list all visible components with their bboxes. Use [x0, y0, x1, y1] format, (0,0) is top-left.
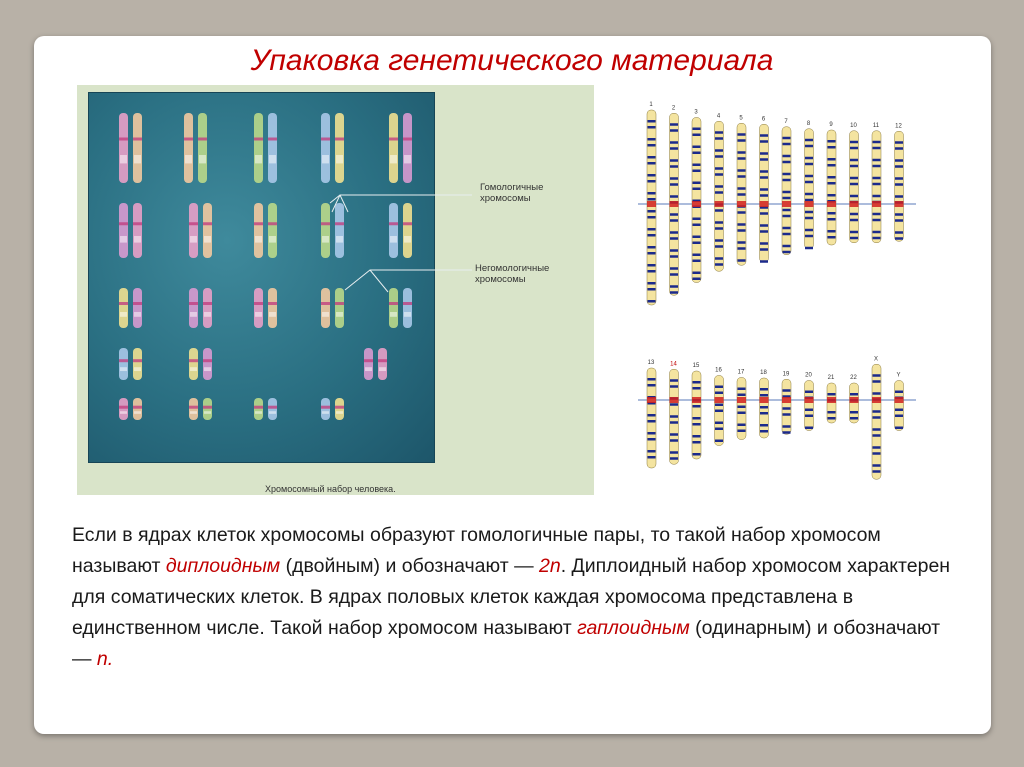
chromosome: [119, 348, 128, 380]
chromosome-number: 7: [784, 118, 788, 125]
chromosome-number: 4: [716, 113, 721, 120]
idiogram-chromosome: [805, 381, 814, 431]
idiogram: [633, 88, 921, 493]
idiogram-chromosome: [760, 124, 769, 263]
term-2n: 2n: [539, 555, 561, 577]
term-n: n.: [96, 648, 114, 670]
chromosome-number: 9: [829, 122, 833, 128]
chromosome-number: 10: [850, 122, 857, 129]
chromosome: [335, 398, 344, 420]
idiogram-chromosome: [872, 364, 881, 479]
chromosome: [268, 288, 277, 328]
chromosome-number: 5: [739, 115, 743, 122]
label-pointers: [300, 170, 480, 310]
body-text-part4: (одинарным) и обозначают —: [72, 617, 941, 670]
idiogram-chromosome: [647, 110, 656, 305]
idiogram-chromosome: [692, 118, 701, 283]
idiogram-chromosome: [715, 121, 724, 271]
chromosome: [133, 288, 142, 328]
nonhomologous-label-line1: Негомологичные: [475, 263, 550, 274]
chromosome-number: 15: [692, 363, 700, 369]
idiogram-chromosome: [670, 369, 679, 464]
chromosome: [119, 203, 128, 258]
idiogram-svg: [633, 88, 921, 493]
chromosome: [198, 113, 207, 183]
idiogram-chromosome: [670, 113, 679, 295]
chromosome-number: X: [873, 356, 879, 363]
idiogram-chromosome: [737, 378, 746, 440]
chromosome: [203, 203, 212, 258]
idiogram-chromosome: [715, 376, 724, 446]
idiogram-chromosome: [760, 378, 769, 438]
figure-caption: Хромосомный набор человека.: [265, 484, 396, 494]
idiogram-chromosome: [850, 131, 859, 243]
chromosome: [203, 288, 212, 328]
idiogram-chromosome: [872, 131, 881, 243]
chromosome: [254, 398, 263, 420]
chromosome-number: Y: [896, 372, 901, 379]
idiogram-chromosome: [647, 368, 656, 468]
homologous-label: [480, 182, 543, 204]
idiogram-chromosome: [850, 383, 859, 423]
chromosome-number: 12: [895, 123, 902, 130]
chromosome: [203, 348, 212, 380]
idiogram-chromosome: [737, 123, 746, 265]
idiogram-chromosome: [827, 383, 836, 423]
chromosome: [119, 288, 128, 328]
idiogram-chromosome: [805, 129, 814, 250]
idiogram-chromosome: [827, 130, 836, 245]
chromosome-number: 16: [715, 367, 722, 374]
chromosome-number: 20: [805, 372, 812, 379]
chromosome-number: 2: [671, 105, 676, 112]
chromosome-number: 14: [670, 361, 677, 368]
chromosome: [321, 398, 330, 420]
chromosome-number: 11: [872, 122, 880, 129]
chromosome-number: 19: [782, 371, 790, 378]
chromosome: [254, 113, 263, 183]
idiogram-chromosome: [692, 371, 701, 459]
chromosome-number: 17: [737, 369, 745, 376]
chromosome-number: 8: [806, 120, 811, 127]
term-haploid: гаплоидным: [577, 617, 690, 639]
idiogram-chromosome: [895, 381, 904, 431]
chromosome-number: 21: [827, 375, 835, 381]
chromosome: [189, 203, 198, 258]
term-diploid: диплоидным: [165, 555, 281, 577]
chromosome: [203, 398, 212, 420]
chromosome-number: 18: [760, 370, 767, 376]
chromosome-number: 6: [761, 116, 766, 123]
homologous-label-line1: Гомологичные: [480, 182, 544, 193]
chromosome: [133, 348, 142, 380]
idiogram-chromosome: [782, 127, 791, 255]
body-text-part3: . Диплоидный набор хромосом характерен для соматических клеток. В ядрах половых клеток каждая хромосома представлена в единственном числе. Такой набор хромосом называют: [72, 555, 951, 639]
chromosome: [189, 288, 198, 328]
chromosome: [133, 398, 142, 420]
chromosome-number: 13: [647, 360, 655, 366]
chromosome: [268, 113, 277, 183]
homologous-label-line2: хромосомы: [480, 193, 531, 204]
chromosome-number: 22: [850, 375, 857, 381]
body-text-part2: (двойным) и обозначают —: [280, 555, 539, 577]
idiogram-chromosome: [895, 131, 904, 241]
chromosome: [268, 398, 277, 420]
idiogram-chromosome: [782, 379, 791, 434]
chromosome: [189, 398, 198, 420]
chromosome: [119, 398, 128, 420]
chromosome: [184, 113, 193, 183]
chromosome-number: 3: [694, 109, 698, 116]
chromosome: [378, 348, 387, 380]
nonhomologous-label: [475, 263, 549, 285]
chromosome: [364, 348, 373, 380]
chromosome: [268, 203, 277, 258]
chromosome: [254, 203, 263, 258]
body-text-part1: Если в ядрах клеток хромосомы образуют гомологичные пары, то такой набор хромосом называют: [72, 524, 881, 577]
body-text: [72, 520, 952, 675]
chromosome-number: 1: [649, 102, 653, 108]
chromosome: [189, 348, 198, 380]
chromosome: [133, 203, 142, 258]
chromosome: [254, 288, 263, 328]
nonhomologous-label-line2: хромосомы: [475, 274, 526, 285]
slide-title: Упаковка генетического материала: [250, 44, 774, 77]
chromosome: [133, 113, 142, 183]
chromosome: [119, 113, 128, 183]
